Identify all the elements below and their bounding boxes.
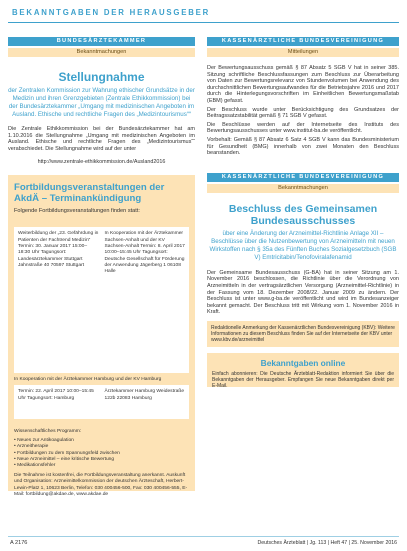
left-column <box>8 37 195 498</box>
paragraph: Die Beschlüsse werden auf der Internetseite des Instituts des Bewertungsausschusses unter www.institut-ba.de veröffentlicht. <box>207 121 399 135</box>
section-bar-baek: BUNDESÄRZTEKAMMER <box>8 37 195 46</box>
header-rule <box>8 22 399 23</box>
article-subtitle-gba: über eine Änderung der Arzneimittel-Richtlinie Anlage XII – Beschlüsse über die Nutzenbewertung von Arzneimitteln mit neuen Wirkstoffen nach § 35a des Fünften Buches Sozialgesetzbuch (SGB V) Emtricitabin/Tenofoviralafenamid <box>209 229 397 261</box>
akd-event-stuttgart: Weiterbildung der „23. Gefährdung in Patienten der Fachtrend Medizin“ Termin: 30. Januar 2017 15:00–18:30 Uhr Tagungsort: Landesärztekammer Stuttgart Jahnstraße 40 70597 Stuttgart <box>18 231 99 268</box>
akd-intro: Folgende Fortbildungsveranstaltungen finden statt: <box>14 208 140 215</box>
akd-event-hamburg-venue: Ärztekammer Hamburg Weidestraße 122b 22083 Hamburg <box>104 389 185 401</box>
online-announcements-text: Einfach abonnieren: Die Deutsche Ärzteblatt-Redaktion informiert Sie über die Bekanntgaben der Herausgeber. Empfangen Sie neue Bekanntgaben direkt per E-Mail. <box>212 370 394 390</box>
akd-title: Fortbildungsveranstaltungen der AkdÄ – Terminankündigung <box>14 182 165 205</box>
akd-program <box>14 429 189 498</box>
akd-program-item: • Medikationsfehler <box>14 463 189 469</box>
article-title-gba: Beschluss des Gemeinsamen Bundesausschusses <box>228 202 378 227</box>
section-bar-kbv-1: KASSENÄRZTLICHE BUNDESVEREINIGUNG <box>207 37 399 46</box>
akd-event-halle: In Kooperation mit der Ärztekammer Sachsen-Anhalt und der KV Sachsen-Anhalt Termin: 8. April 2017 10:00–15:45 Uhr Tagungsort: Deutsche Gesellschaft für Förderung der Anwendung Jägerberg 1 06108 Halle <box>104 231 185 275</box>
article-subtitle-stellungnahme: der Zentralen Kommission zur Wahrung ethischer Grundsätze in der Medizin und ihren Grenzgebieten (Zentrale Ethikkommission) bei der Bundesärztekammer „Umgang mit medizinischen Angeboten im Ausland. Ethische und rechtliche Fragen des „Medizintourismus““ <box>8 87 195 118</box>
akd-footer-text: Die Teilnahme ist kostenfrei, die Fortbildungsveranstaltung anerkannt. Auskunft und Organisation: Arzneimittelkommission der deutschen Ärzteschaft, Herbert-Lewin-Platz 1, 10623 Berlin, Telefon: 030 400456-500, Fax: 030 400456-555, E-Mail: fortbildung@akdae.de, www.akdae.de <box>14 472 188 498</box>
online-announcements-title: Bekanntgaben online <box>260 357 346 368</box>
footer-rule <box>8 536 399 537</box>
page-header-title: BEKANNTGABEN DER HERAUSGEBER <box>12 8 211 17</box>
paragraph: Der Beschluss wurde unter Berücksichtigung des Grundsatzes der Beitragssatzstabilität gemäß § 71 SGB V gefasst. <box>207 106 399 120</box>
online-announcements-box <box>207 353 399 390</box>
article-body-gba: Der Gemeinsame Bundesausschuss (G-BA) hat in seiner Sitzung am 1. November 2016 beschlossen, die Richtlinie über die Verordnung von Arzneimitteln in der vertragsärztlichen Versorgung (Arzneimittel-Richtlinie) in der Fassung vom 18. Dezember 2008/22. Januar 2009 zu ändern. Der Beschluss ist unter www.g-ba.de veröffentlicht und wird im Bundesanzeiger bekannt gemacht. Der Beschluss tritt mit Wirkung vom 1. November 2016 in Kraft. <box>207 269 399 316</box>
article-link[interactable]: http://www.zentrale-ethikkommission.de/Ausland2016 <box>37 159 166 166</box>
article-body-stellungnahme: Die Zentrale Ethikkommission bei der Bundesärztekammer hat am 1.10.2016 die Stellungnahme „Umgang mit medizinischen Angeboten im Ausland. Ethische und rechtliche Fragen des „Medizintourismus““ verabschiedet. Die Stellungnahme wird auf der unter <box>8 126 195 152</box>
paragraph: Der Bewertungsausschuss gemäß § 87 Absatz 5 SGB V hat in seiner 385. Sitzung schriftliche Beschlussfassungen zum Beschluss zur Überarbeitung von Daten zur Bewertungsrelevanz von Stundenvolumen bei Anwendung des durchschnittlichen Bewertungsaufwandes für die Betriebsjahre 2016 und 2017 durch die Hinterlegungsvorschriften im Einheitlichen Bewertungsmaßstab (EBM) gefasst. <box>207 65 399 104</box>
akd-event-hamburg-date: Termin: 22. April 2017 10:00–15:45 Uhr Tagungsort: Hamburg <box>18 389 94 401</box>
akd-announcement-box <box>8 175 195 498</box>
right-column <box>207 37 399 390</box>
akd-cooperation-note: In Kooperation mit der Ärztekammer Hamburg und der KV Hamburg <box>14 377 162 383</box>
subsection-bar-bekanntmachungen: Bekanntmachungen <box>207 184 399 193</box>
subsection-bar-mitteilungen: Mitteilungen <box>207 48 399 57</box>
akd-program-title: Wissenschaftliches Programm: <box>14 429 82 435</box>
article-body-bewertungsausschuss <box>207 65 399 157</box>
akd-event-hamburg <box>14 385 189 419</box>
subsection-bar-baek: Bekanntmachungen <box>8 48 195 57</box>
akd-program-item: • Neue Arzneimittel – eine kritische Bewertung <box>14 457 189 463</box>
page-number: A 2176 <box>10 540 28 546</box>
akd-events-table <box>14 227 189 373</box>
akd-program-item: • Arzneitherapie <box>14 444 189 450</box>
akd-program-list <box>14 438 189 470</box>
akd-program-item: • Fortbildungen zu dem Spannungsfeld zwischen <box>14 451 189 457</box>
journal-citation: Deutsches Ärzteblatt | Jg. 113 | Heft 47 | 25. November 2016 <box>257 540 397 546</box>
paragraph: Vorbehalt: Gemäß § 87 Absatz 6 Satz 4 SGB V kann das Bundesministerium für Gesundheit (BMG) innerhalb von zwei Monaten den Beschluss beanstanden. <box>207 136 399 157</box>
article-title-stellungnahme: Stellungnahme <box>58 70 145 84</box>
section-bar-kbv-2: KASSENÄRZTLICHE BUNDESVEREINIGUNG <box>207 173 399 182</box>
akd-program-item: • Neues zur Antikoagulation <box>14 438 189 444</box>
editorial-note: Redaktionelle Anmerkung der Kassenärztlichen Bundesvereinigung (KBV): Weitere Informationen zu diesem Beschluss finden Sie auf der Internetseite der KBV unter www.kbv.de/arzneimittel <box>207 321 399 347</box>
